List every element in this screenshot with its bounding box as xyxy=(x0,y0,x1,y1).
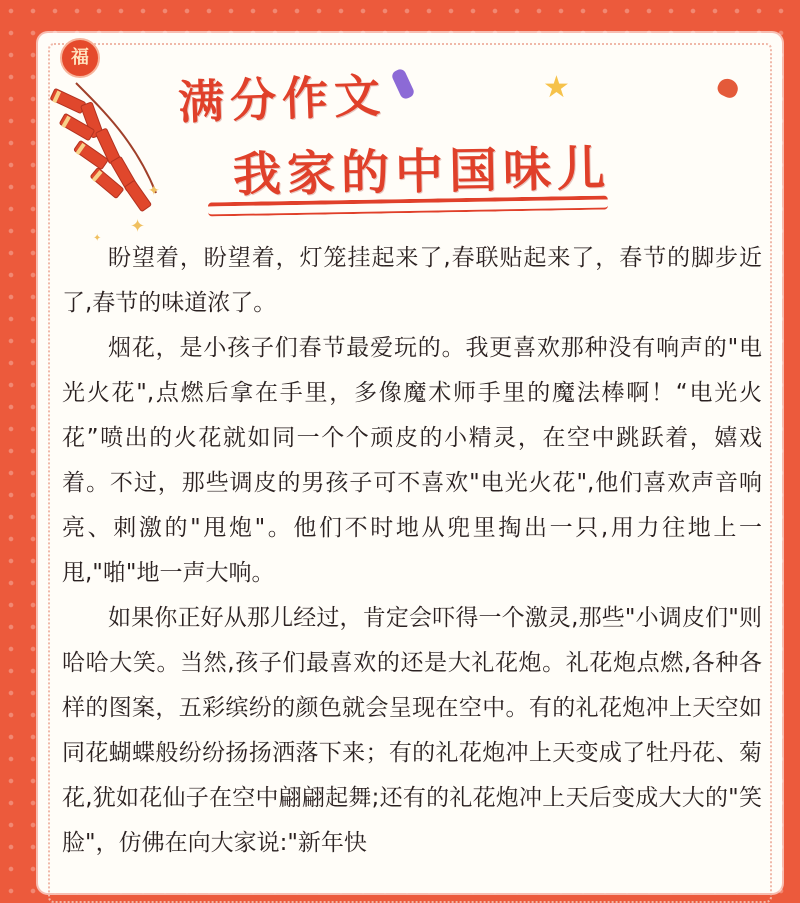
sparkle-icon: ✦ xyxy=(148,183,160,199)
firecracker-icon xyxy=(46,73,176,233)
heart-icon xyxy=(715,76,741,101)
sparkle-icon: ✦ xyxy=(130,216,146,237)
title-line-2: 我家的中国味儿 xyxy=(232,140,612,204)
star-icon: ★ xyxy=(543,70,570,105)
paragraph: 如果你正好从那儿经过，肯定会吓得一个激灵,那些"小调皮们"则哈哈大笑。当然,孩子们最喜欢的还是大礼花炮。礼花炮点燃,各种各样的图案，五彩缤纷的颜色就会呈现在空中。有的礼花炮冲上天空如同花蝴蝶般纷纷扬扬洒落下来；有的礼花炮冲上天变成了牡丹花、菊花,犹如花仙子在空中翩翩起舞;还有的礼花炮冲上天后变成大大的"笑脸"，仿佛在向大家说:"新年快 xyxy=(62,605,762,856)
sparkle-icon: ✦ xyxy=(93,233,102,244)
pen-icon xyxy=(390,67,415,100)
title-line-1: 满分作文 xyxy=(177,68,387,130)
paragraph: 盼望着，盼望着，灯笼挂起来了,春联贴起来了，春节的脚步近了,春节的味道浓了。 xyxy=(62,245,762,316)
paragraph: 烟花，是小孩子们春节最爱玩的。我更喜欢那种没有响声的"电光火花",点燃后拿在手里，多像魔术师手里的魔法棒啊！“电光火花”喷出的火花就如同一个个顽皮的小精灵，在空中跳跃着，嬉戏着。不过，那些调皮的男孩子可不喜欢"电光火花",他们喜欢声音响亮、刺激的"甩炮"。他们不时地从兜里掏出一只,用力往地上一甩,"啪"地一声大响。 xyxy=(62,335,762,586)
essay-body xyxy=(62,236,762,866)
fu-badge-icon: 福 xyxy=(60,38,100,78)
